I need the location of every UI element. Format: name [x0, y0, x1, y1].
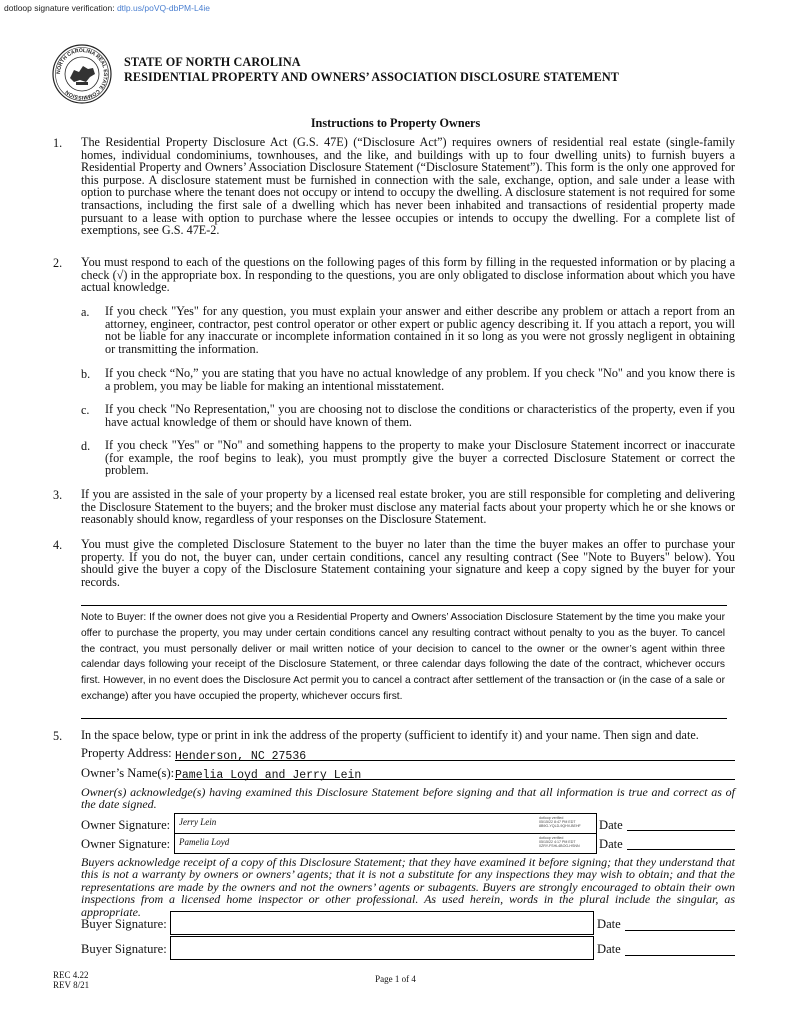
- owner-date-field-1[interactable]: [627, 816, 735, 831]
- buyer-signature-label: Buyer Signature:: [81, 917, 167, 931]
- subitem-letter: b.: [81, 367, 91, 381]
- date-label: Date: [599, 837, 623, 851]
- item-number: 2.: [53, 256, 63, 270]
- item-3-text: If you are assisted in the sale of your property by a licensed real estate broker, you are still responsible for completing and delivering the Disclosure Statement to the buyers; and the broker must disclose any material facts about your property which he or she knows or reasonably should know, regardless of your responses on the Disclosure Statement.: [81, 487, 735, 527]
- signature-verification-stamp: dotloop verified 05/15/22 4:17 PM EDT 0ZRY-FSHL4BOG-HSNN: [539, 836, 580, 849]
- verification-label: dotloop signature verification:: [4, 3, 115, 13]
- note-to-buyer: Note to Buyer: If the owner does not give you a Residential Property and Owners’ Association Disclosure Statement by the time you make your offer to purchase the property, you may under certain conditions cancel any resulting contract without penalty to you as the buyer. To cancel the contract, you must personally deliver or mail written notice of your decision to cancel to the owner or the owner’s agent within three calendar days following your receipt of the Disclosure Statement, or three calendar days following the date of the contract, whichever occurs first. However, in no event does the Disclosure Act permit you to cancel a contract after settlement of the transaction or (in the case of a sale or exchange) after you have occupied the property, whichever occurs first.: [81, 612, 725, 702]
- owner-signature-box-2[interactable]: [174, 833, 597, 854]
- dotloop-verification: [4, 3, 210, 13]
- form-number: REC 4.22: [53, 970, 89, 980]
- instructions-title: Instructions to Property Owners: [310, 116, 481, 130]
- page-number: Page 1 of 4: [375, 974, 416, 984]
- owners-names-label: Owner’s Name(s):: [81, 766, 175, 780]
- subitem-d-text: If you check "Yes" or "No" and something happens to the property to make your Disclosure Statement incorrect or inaccurate (for example, the roof begins to leak), you must promptly give the buyer a corrected Disclosure Statement or correct the problem.: [105, 438, 735, 478]
- owner-signature-box-1[interactable]: [174, 813, 597, 834]
- subitem-letter: a.: [81, 305, 90, 319]
- buyer-signature-box-2[interactable]: [170, 936, 594, 960]
- owner-signature-1: Jerry Lein: [179, 817, 217, 827]
- owner-signature-label: Owner Signature:: [81, 837, 171, 851]
- owner-signature-label: Owner Signature:: [81, 818, 171, 832]
- subitem-letter: d.: [81, 439, 91, 453]
- date-label: Date: [599, 818, 623, 832]
- verification-link[interactable]: dtlp.us/poVQ-dbPM-L4ie: [116, 3, 211, 13]
- owners-names-field[interactable]: [175, 765, 735, 780]
- subitem-a-text: If you check "Yes" for any question, you must explain your answer and either describe any problem or attach a report from an attorney, engineer, contractor, pest control operator or other expert or public agency describing it. If you attach a report, you will not be liable for any inaccurate or incomplete information contained in it so long as you were not grossly negligent in obtaining or transmitting the information.: [105, 304, 735, 356]
- item-number: 3.: [53, 488, 63, 502]
- item-number: 1.: [53, 136, 63, 150]
- seal-ring-text: NORTH CAROLINA REAL ESTATE COMMISSION: [55, 47, 109, 101]
- buyer-signature-box-1[interactable]: [170, 911, 594, 935]
- form-revision: REV 8/21: [53, 980, 90, 990]
- subitem-c-text: If you check "No Representation," you are choosing not to disclose the conditions or characteristics of the property, even if you have actual knowledge of them or should have known of them.: [105, 402, 735, 429]
- signature-verification-stamp: dotloop verified 05/15/22 8:47 PM EDT 8B9G-YQLD-9QHV-BEHF: [539, 816, 581, 829]
- date-label: Date: [597, 917, 621, 931]
- item-5-text: In the space below, type or print in ink the address of the property (sufficient to identify it) and your name. Then sign and date.: [81, 728, 699, 742]
- owners-names-value: Pamelia Loyd and Jerry Lein: [175, 769, 362, 782]
- item-4-text: You must give the completed Disclosure Statement to the buyer no later than the time the buyer makes an offer to purchase your property. If you do not, the buyer can, under certain conditions, cancel any resulting contract (See "Note to Buyers" below). You should give the buyer a copy of the Disclosure Statement containing your signature and keep a copy signed by the buyer for your records.: [81, 537, 735, 589]
- header-form-title: RESIDENTIAL PROPERTY AND OWNERS’ ASSOCIATION DISCLOSURE STATEMENT: [124, 70, 620, 84]
- buyer-acknowledgement: Buyers acknowledge receipt of a copy of this Disclosure Statement; that they have examined it before signing; that they understand that this is not a warranty by owners or owners’ agents; that it is not a substitute for any inspections they may wish to obtain; and that the representations are made by the owners and not the owners’ agents or subagents. Buyers are strongly encouraged to obtain their own inspections from a licensed home inspector or other professional. As used herein, words in the plural include the singular, as appropriate.: [81, 855, 735, 919]
- buyer-signature-label: Buyer Signature:: [81, 942, 167, 956]
- property-address-field[interactable]: [175, 746, 735, 761]
- item-2-text: You must respond to each of the questions on the following pages of this form by filling in the requested information or by placing a check (√) in the appropriate box. In responding to the questions, you are only obligated to disclose information about which you have actual knowledge.: [81, 255, 735, 295]
- date-label: Date: [597, 942, 621, 956]
- buyer-date-field-2[interactable]: [625, 940, 735, 956]
- buyer-date-field-1[interactable]: [625, 915, 735, 931]
- nc-real-estate-commission-seal: [52, 44, 112, 104]
- subitem-letter: c.: [81, 403, 90, 417]
- property-address-label: Property Address:: [81, 746, 172, 760]
- item-1-text: The Residential Property Disclosure Act (G.S. 47E) (“Disclosure Act”) requires owners of residential real estate (single-family homes, individual condominiums, townhouses, and the like, and buildings with up to four dwelling units) to furnish buyers a Residential Property and Owners’ Association Disclosure Statement (“Disclosure Statement”). This form is the only one approved for this purpose. A disclosure statement must be furnished in connection with the sale, exchange, option, and sale under a lease with option to purchase where the tenant does not occupy or intend to occupy the dwelling. A disclosure statement is not required for some transactions, including the first sale of a dwelling which has never been inhabited and transactions of residential property made pursuant to a lease with option to purchase where the lessee occupies or intends to occupy the dwelling. For a complete list of exemptions, see G.S. 47E-2.: [81, 135, 735, 238]
- property-address-value: Henderson, NC 27536: [175, 750, 307, 763]
- header-state: STATE OF NORTH CAROLINA: [124, 55, 301, 69]
- item-number: 5.: [53, 729, 63, 743]
- subitem-b-text: If you check “No,” you are stating that you have no actual knowledge of any problem. If you check "No" and you know there is a problem, you may be liable for making an intentional misstatement.: [105, 366, 735, 393]
- owner-signature-2: Pamelia Loyd: [179, 837, 230, 847]
- item-number: 4.: [53, 538, 63, 552]
- owner-date-field-2[interactable]: [627, 835, 735, 850]
- owner-acknowledgement: Owner(s) acknowledge(s) having examined this Disclosure Statement before signing and that all information is true and correct as of the date signed.: [81, 785, 735, 812]
